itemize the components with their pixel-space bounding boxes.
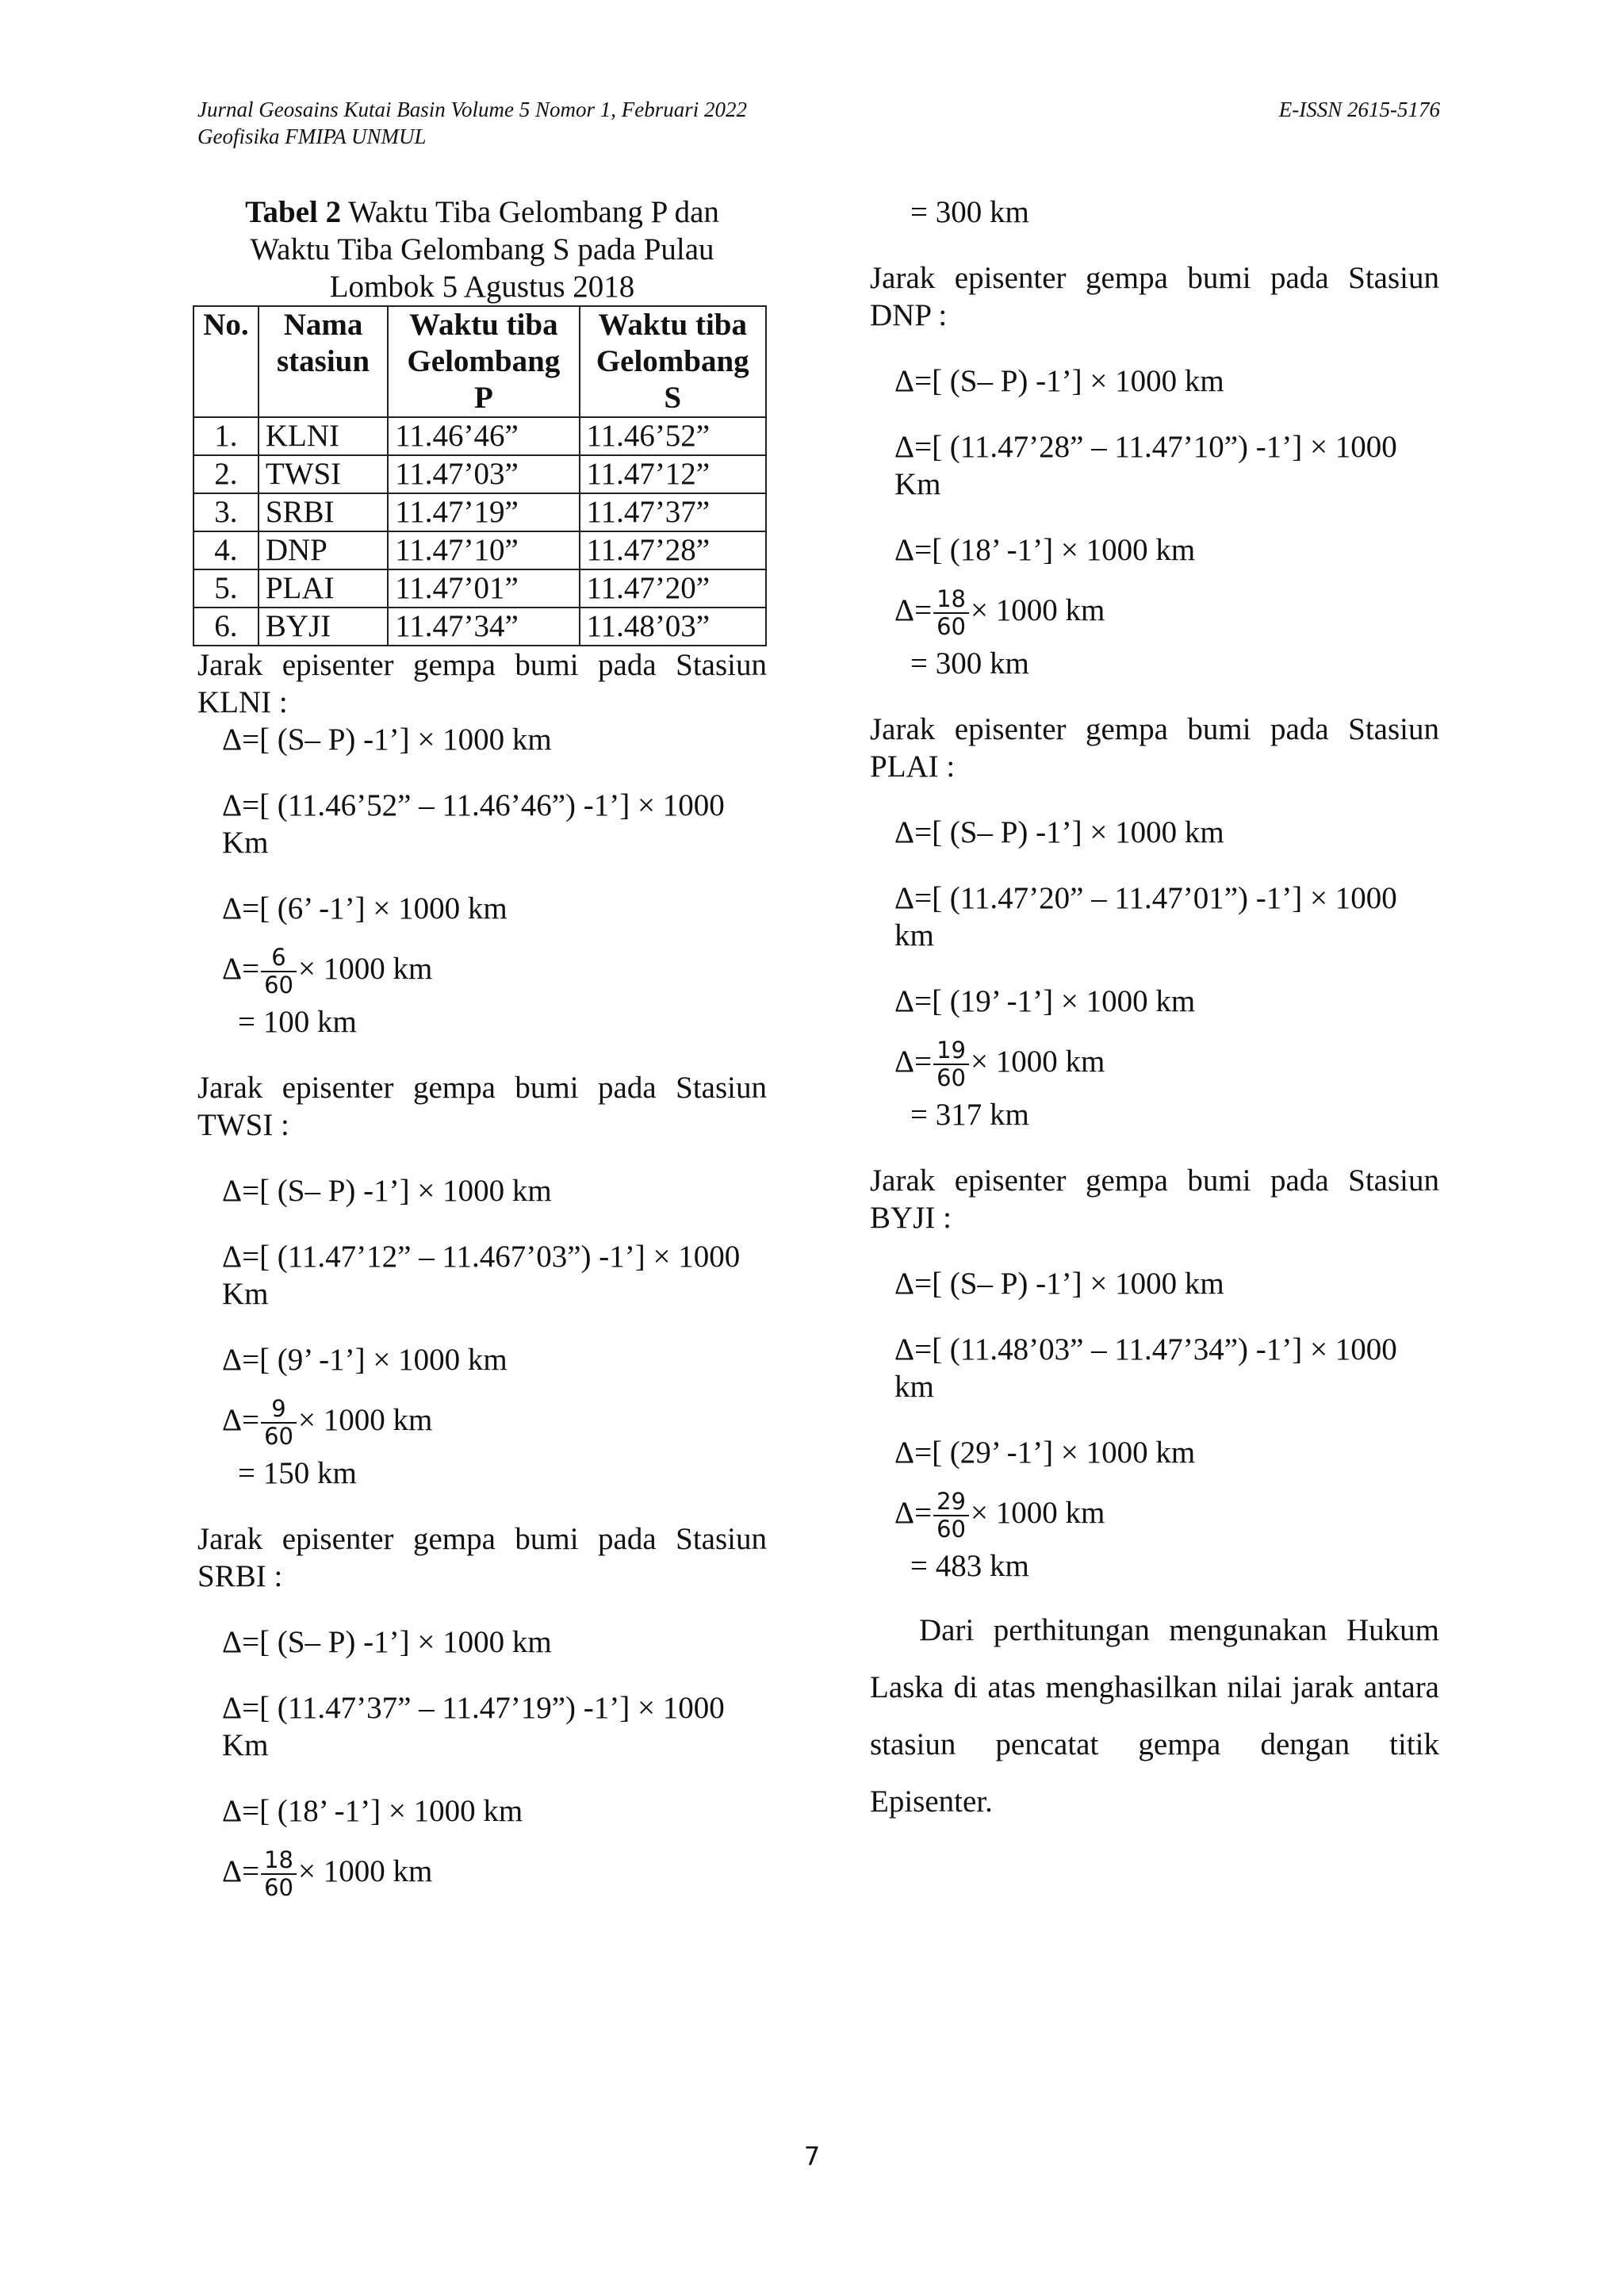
- section-intro: Jarak episenter gempa bumi pada Stasiun: [870, 1163, 1439, 1198]
- table-caption-line2: Waktu Tiba Gelombang S pada Pulau: [250, 232, 714, 266]
- section-intro: Jarak episenter gempa bumi pada Stasiun: [197, 1522, 767, 1556]
- formula-general: Δ=[ (S– P) -1’] × 1000 km: [894, 815, 1224, 849]
- formula-fraction: Δ= $\frac{6}{60}$ × 1000 km: [222, 944, 433, 999]
- formula-unit: km: [894, 1370, 934, 1404]
- formula-general: Δ=[ (S– P) -1’] × 1000 km: [222, 1625, 552, 1659]
- section-srbi: [197, 1520, 767, 1901]
- journal-title: Jurnal Geosains Kutai Basin Volume 5 Nomor 1, Februari 2022: [197, 98, 747, 121]
- section-intro: Jarak episenter gempa bumi pada Stasiun: [197, 1071, 767, 1105]
- issn: E-ISSN 2615-5176: [1278, 98, 1440, 121]
- section-dnp: [870, 259, 1439, 682]
- table-row: 1. KLNI 11.46’46” 11.46’52”: [193, 417, 766, 455]
- section-twsi: [197, 1069, 767, 1492]
- table-row: 6. BYJI 11.47’34” 11.48’03”: [193, 608, 766, 646]
- running-header-left: [197, 96, 747, 150]
- formula-general: Δ=[ (S– P) -1’] × 1000 km: [222, 723, 552, 757]
- result-srbi: = 300 km: [910, 195, 1029, 229]
- formula-step: Δ=[ (18’ -1’] × 1000 km: [222, 1794, 523, 1828]
- formula-fraction: Δ= $\frac{29}{60}$ × 1000 km: [894, 1488, 1105, 1543]
- formula-step: Δ=[ (19’ -1’] × 1000 km: [894, 984, 1196, 1018]
- formula-substituted: Δ=[ (11.47’28” – 11.47’10”) -1’] × 1000: [894, 430, 1397, 464]
- fraction: $\frac{6}{60}$: [261, 945, 297, 999]
- formula-substituted: Δ=[ (11.47’37” – 11.47’19”) -1’] × 1000: [222, 1691, 725, 1725]
- section-intro: Jarak episenter gempa bumi pada Stasiun: [197, 648, 767, 682]
- formula-fraction: Δ= $\frac{18}{60}$ × 1000 km: [222, 1846, 433, 1901]
- arrival-time-table: [193, 305, 767, 646]
- section-intro: Jarak episenter gempa bumi pada Stasiun: [870, 261, 1439, 295]
- formula-substituted: Δ=[ (11.46’52” – 11.46’46”) -1’] × 1000: [222, 788, 725, 822]
- formula-step: Δ=[ (9’ -1’] × 1000 km: [222, 1343, 508, 1377]
- right-column: [870, 194, 1439, 1830]
- table-header-row: [193, 306, 766, 417]
- station-label: DNP :: [870, 298, 948, 332]
- formula-general: Δ=[ (S– P) -1’] × 1000 km: [894, 1267, 1224, 1301]
- station-label: TWSI :: [197, 1108, 289, 1142]
- section-byji: [870, 1162, 1439, 1585]
- table-row: 4. DNP 11.47’10” 11.47’28”: [193, 531, 766, 569]
- fraction: $\frac{19}{60}$: [933, 1037, 969, 1091]
- formula-unit: Km: [222, 1728, 269, 1762]
- result: = 150 km: [238, 1456, 357, 1490]
- table-row: 5. PLAI 11.47’01” 11.47’20”: [193, 569, 766, 608]
- result: = 317 km: [910, 1098, 1029, 1132]
- fraction: $\frac{18}{60}$: [933, 586, 969, 640]
- conclusion-paragraph: Dari perthitungan mengunakan Hukum Laska di atas menghasilkan nilai jarak antara stasiun pencatat gempa dengan titik Episenter.: [870, 1613, 1439, 1819]
- table-caption: [197, 194, 767, 305]
- formula-fraction: Δ= $\frac{9}{60}$ × 1000 km: [222, 1395, 433, 1450]
- table-caption-line3: Lombok 5 Agustus 2018: [329, 270, 635, 304]
- formula-unit: Km: [222, 826, 269, 860]
- formula-step: Δ=[ (18’ -1’] × 1000 km: [894, 533, 1196, 567]
- formula-unit: km: [894, 918, 934, 953]
- formula-fraction: Δ= $\frac{18}{60}$ × 1000 km: [894, 585, 1105, 640]
- formula-step: Δ=[ (6’ -1’] × 1000 km: [222, 891, 508, 926]
- table-caption-line1: Waktu Tiba Gelombang P dan: [348, 195, 719, 229]
- station-label: SRBI :: [197, 1559, 283, 1593]
- page-number: 7: [803, 2141, 821, 2171]
- fraction: $\frac{29}{60}$: [933, 1489, 969, 1543]
- formula-unit: Km: [222, 1277, 269, 1311]
- section-klni: [197, 646, 767, 1041]
- result: = 483 km: [910, 1549, 1029, 1583]
- formula-fraction: Δ= $\frac{19}{60}$ × 1000 km: [894, 1037, 1105, 1091]
- header-station: Nama stasiun: [259, 306, 388, 417]
- formula-general: Δ=[ (S– P) -1’] × 1000 km: [894, 364, 1224, 398]
- formula-step: Δ=[ (29’ -1’] × 1000 km: [894, 1435, 1196, 1470]
- formula-substituted: Δ=[ (11.48’03” – 11.47’34”) -1’] × 1000: [894, 1332, 1397, 1366]
- formula-general: Δ=[ (S– P) -1’] × 1000 km: [222, 1174, 552, 1208]
- header-s-time: Waktu tiba Gelombang S: [580, 306, 766, 417]
- station-label: BYJI :: [870, 1201, 952, 1235]
- station-label: PLAI :: [870, 749, 956, 784]
- left-column: [197, 194, 767, 1901]
- formula-unit: Km: [894, 467, 941, 501]
- station-label: KLNI :: [197, 685, 288, 719]
- table-row: 2. TWSI 11.47’03” 11.47’12”: [193, 455, 766, 493]
- section-intro: Jarak episenter gempa bumi pada Stasiun: [870, 712, 1439, 746]
- formula-substituted: Δ=[ (11.47’20” – 11.47’01”) -1’] × 1000: [894, 881, 1397, 915]
- result: = 300 km: [910, 646, 1029, 680]
- section-plai: [870, 711, 1439, 1133]
- fraction: $\frac{9}{60}$: [261, 1396, 297, 1450]
- department: Geofisika FMIPA UNMUL: [197, 125, 427, 148]
- table-caption-label: Tabel 2: [245, 195, 342, 229]
- fraction: $\frac{18}{60}$: [261, 1847, 297, 1901]
- table-row: 3. SRBI 11.47’19” 11.47’37”: [193, 493, 766, 531]
- header-no: No.: [193, 306, 259, 417]
- result: = 100 km: [238, 1005, 357, 1039]
- header-p-time: Waktu tiba Gelombang P: [388, 306, 579, 417]
- formula-substituted: Δ=[ (11.47’12” – 11.467’03”) -1’] × 1000: [222, 1240, 741, 1274]
